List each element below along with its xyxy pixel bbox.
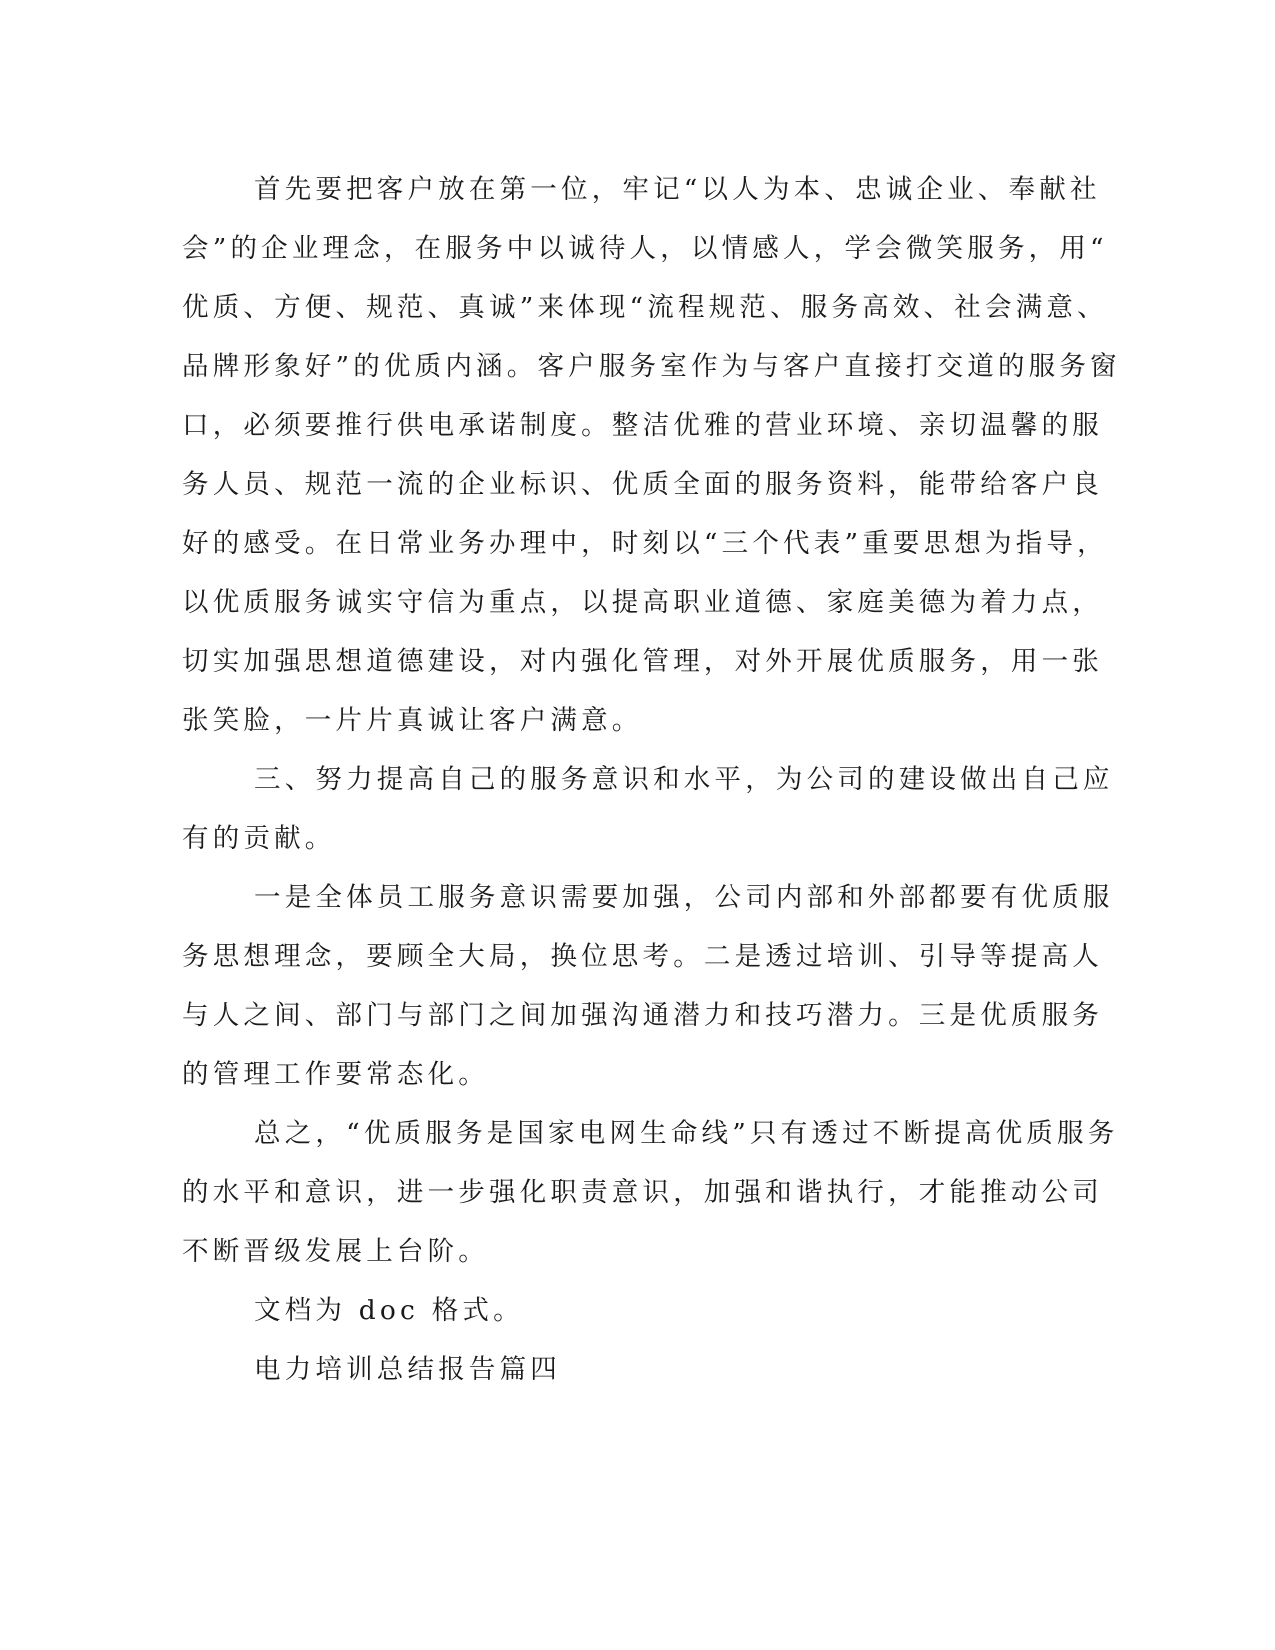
format-note: 文档为 doc 格式。 <box>254 1295 524 1326</box>
text-line: 切实加强思想道德建设，对内强化管理，对外开展优质服务，用一张 <box>182 646 1103 677</box>
text-line: 首先要把客户放在第一位，牢记“以人为本、忠诚企业、奉献社 <box>254 174 1101 205</box>
text-line: 优质、方便、规范、真诚”来体现“流程规范、服务高效、社会满意、 <box>182 292 1108 323</box>
text-line: 务思想理念，要顾全大局，换位思考。二是透过培训、引导等提高人 <box>182 941 1103 972</box>
text-line: 一是全体员工服务意识需要加强，公司内部和外部都要有优质服 <box>254 882 1114 913</box>
text-line: 口，必须要推行供电承诺制度。整洁优雅的营业环境、亲切温馨的服 <box>182 410 1103 441</box>
text-line: 务人员、规范一流的企业标识、优质全面的服务资料，能带给客户良 <box>182 469 1103 500</box>
text-line: 以优质服务诚实守信为重点，以提高职业道德、家庭美德为着力点， <box>182 587 1103 618</box>
text-line: 会”的企业理念，在服务中以诚待人，以情感人，学会微笑服务，用“ <box>182 233 1108 264</box>
next-article-title: 电力培训总结报告篇四 <box>254 1354 561 1385</box>
document-body <box>182 160 1121 1399</box>
text-line: 张笑脸，一片片真诚让客户满意。 <box>182 705 643 736</box>
text-line: 品牌形象好”的优质内涵。客户服务室作为与客户直接打交道的服务窗 <box>182 351 1121 382</box>
text-line: 不断晋级发展上台阶。 <box>182 1236 489 1267</box>
text-line: 与人之间、部门与部门之间加强沟通潜力和技巧潜力。三是优质服务 <box>182 1000 1103 1031</box>
text-line: 好的感受。在日常业务办理中，时刻以“三个代表”重要思想为指导， <box>182 528 1108 559</box>
text-line: 总之，“优质服务是国家电网生命线”只有透过不断提高优质服务 <box>254 1118 1119 1149</box>
text-line: 的水平和意识，进一步强化职责意识，加强和谐执行，才能推动公司 <box>182 1177 1103 1208</box>
text-line: 有的贡献。 <box>182 823 336 854</box>
text-line: 的管理工作要常态化。 <box>182 1059 489 1090</box>
section-heading-three: 三、努力提高自己的服务意识和水平，为公司的建设做出自己应 <box>254 764 1114 795</box>
